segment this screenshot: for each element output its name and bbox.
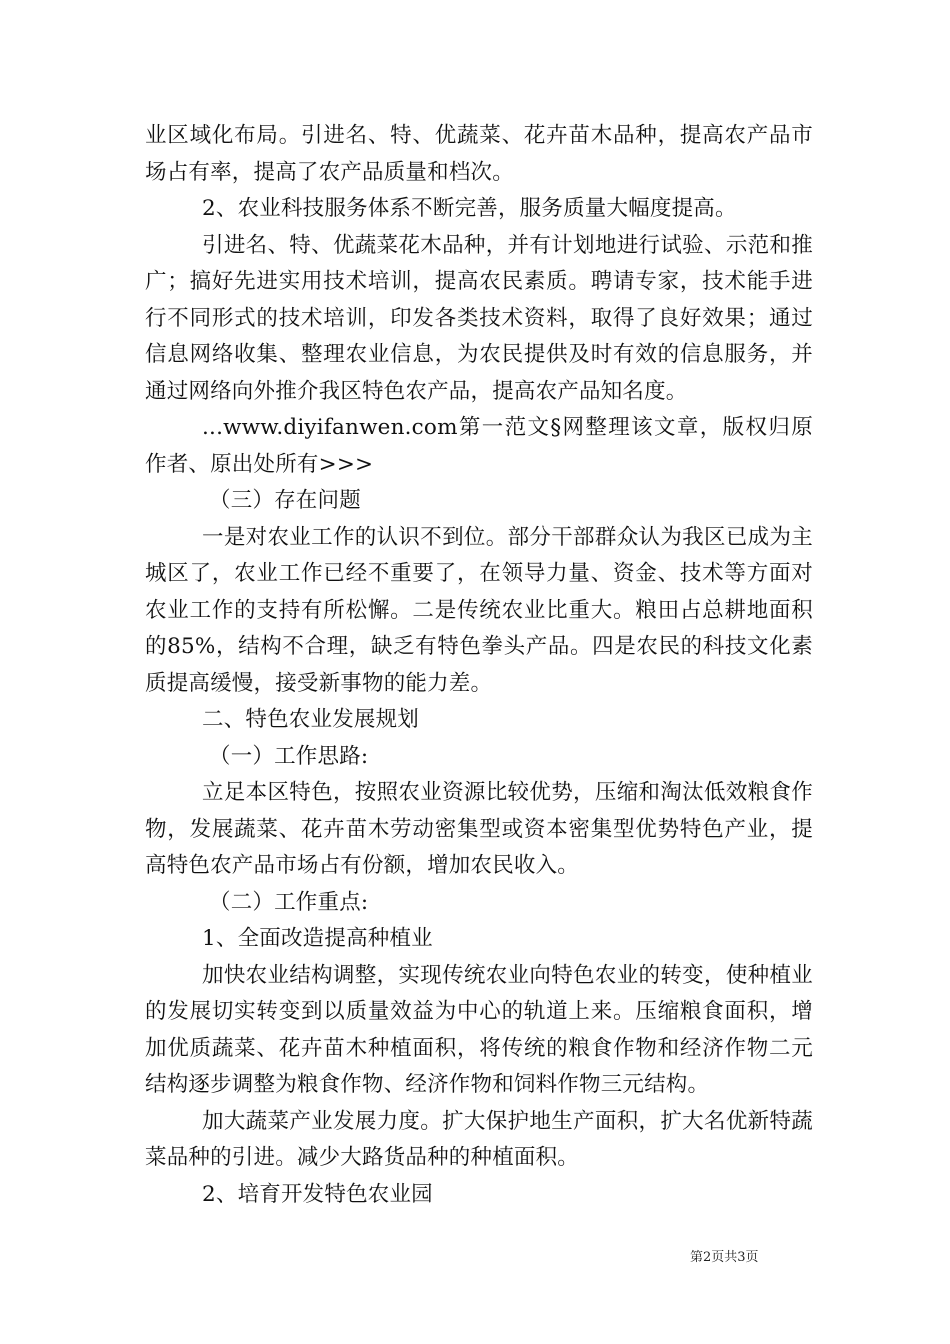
paragraph-7: 加快农业结构调整，实现传统农业向特色农业的转变，使种植业的发展切实转变到以质量效益为中心的轨道上来。压缩粮食面积，增加优质蔬菜、花卉苗木种植面积，将传统的粮食作物和经济作物二元结构逐步调整为粮食作物、经济作物和饲料作物三元结构。 xyxy=(145,962,813,1097)
paragraph-3: 引进名、特、优蔬菜花木品种，并有计划地进行试验、示范和推广；搞好先进实用技术培训，提高农民素质。聘请专家，技术能手进行不同形式的技术培训，印发各类技术资料，取得了良好效果；通过信息网络收集、整理农业信息，为农民提供及时有效的信息服务，并通过网络向外推介我区特色农产品，提高农产品知名度。 xyxy=(145,232,813,404)
paragraph-8: 加大蔬菜产业发展力度。扩大保护地生产面积，扩大名优新特蔬菜品种的引进。减少大路货品种的种植面积。 xyxy=(145,1108,813,1170)
item-heading-2: 2、培育开发特色农业园 xyxy=(202,1181,433,1207)
section-heading-plan: 二、特色农业发展规划 xyxy=(202,707,420,732)
paragraph-4: ...www.diyifanwen.com第一范文§网整理该文章，版权归原作者、原出处所有>>> xyxy=(145,415,813,477)
subheading-focus: （二）工作重点: xyxy=(209,889,369,915)
document-body xyxy=(145,118,813,1213)
paragraph-6: 立足本区特色，按照农业资源比较优势，压缩和淘汰低效粮食作物，发展蔬菜、花卉苗木劳动密集型或资本密集型优势特色产业，提高特色农产品市场占有份额，增加农民收入。 xyxy=(145,780,813,878)
section-heading-problems: （三）存在问题 xyxy=(209,488,361,513)
item-heading-1: 1、全面改造提高种植业 xyxy=(202,926,433,951)
page-number: 第2页共3页 xyxy=(690,1250,759,1265)
paragraph-2: 2、农业科技服务体系不断完善，服务质量大幅度提高。 xyxy=(202,196,737,221)
subheading-ideas: （一）工作思路: xyxy=(209,743,369,769)
paragraph-1: 业区域化布局。引进名、特、优蔬菜、花卉苗木品种，提高农产品市场占有率，提高了农产品质量和档次。 xyxy=(145,123,813,185)
paragraph-5: 一是对农业工作的认识不到位。部分干部群众认为我区已成为主城区了，农业工作已经不重要了，在领导力量、资金、技术等方面对农业工作的支持有所松懈。二是传统农业比重大。粮田占总耕地面积的85%，结构不合理，缺乏有特色拳头产品。四是农民的科技文化素质提高缓慢，接受新事物的能力差。 xyxy=(145,524,813,696)
